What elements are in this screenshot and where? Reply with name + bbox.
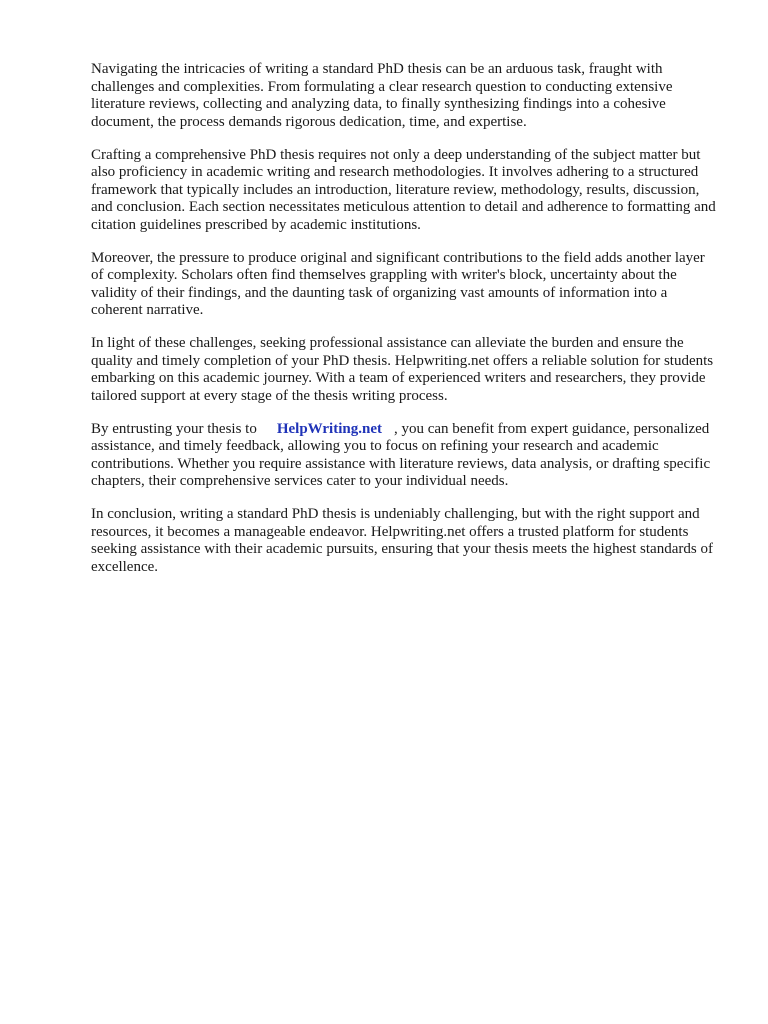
paragraph-conclusion: In conclusion, writing a standard PhD thesis is undeniably challenging, but with the right support and resources, it becomes a manageable endeavor. Helpwriting.net offers a trusted platform for students seeking assistance with their academic pursuits, ensuring that your thesis meets the highest standards of excellence. [91, 506, 713, 575]
paragraph-assistance: In light of these challenges, seeking professional assistance can alleviate the burden and ensure the quality and timely completion of your PhD thesis. Helpwriting.net offers a reliable solution for students embarking on this academic journey. With a team of experienced writers and researchers, they provide tailored support at every stage of the thesis writing process. [91, 335, 714, 404]
paragraph-intro: Navigating the intricacies of writing a standard PhD thesis can be an arduous task, fraught with challenges and complexities. From formulating a clear research question to conducting extensive literature reviews, collecting and analyzing data, to finally synthesizing findings into a cohesive document, the process demands rigorous dedication, time, and expertise. [91, 61, 673, 130]
paragraph-pressure: Moreover, the pressure to produce original and significant contributions to the field adds another layer of complexity. Scholars often find themselves grappling with writer's block, uncertainty about the validity of their findings, and the daunting task of organizing vast amounts of information into a coherent narrative. [91, 249, 705, 318]
entrusting-text-after: , you can benefit from expert guidance, personalized assistance, and timely feedback, allowing you to focus on refining your research and academic contributions. Whether you require assistance with literature reviews, data analysis, or drafting specific chapters, their comprehensive services cater to your individual needs. [91, 420, 711, 489]
document-body [91, 61, 721, 592]
paragraph-crafting: Crafting a comprehensive PhD thesis requires not only a deep understanding of the subject matter but also proficiency in academic writing and research methodologies. It involves adhering to a structured framework that typically includes an introduction, literature review, methodology, results, discussion, and conclusion. Each section necessitates meticulous attention to detail and adherence to formatting and citation guidelines prescribed by academic institutions. [91, 146, 716, 233]
helpwriting-link[interactable]: HelpWriting.net [276, 420, 382, 437]
entrusting-text-before: By entrusting your thesis to [91, 420, 257, 437]
paragraph-entrusting [91, 421, 721, 491]
